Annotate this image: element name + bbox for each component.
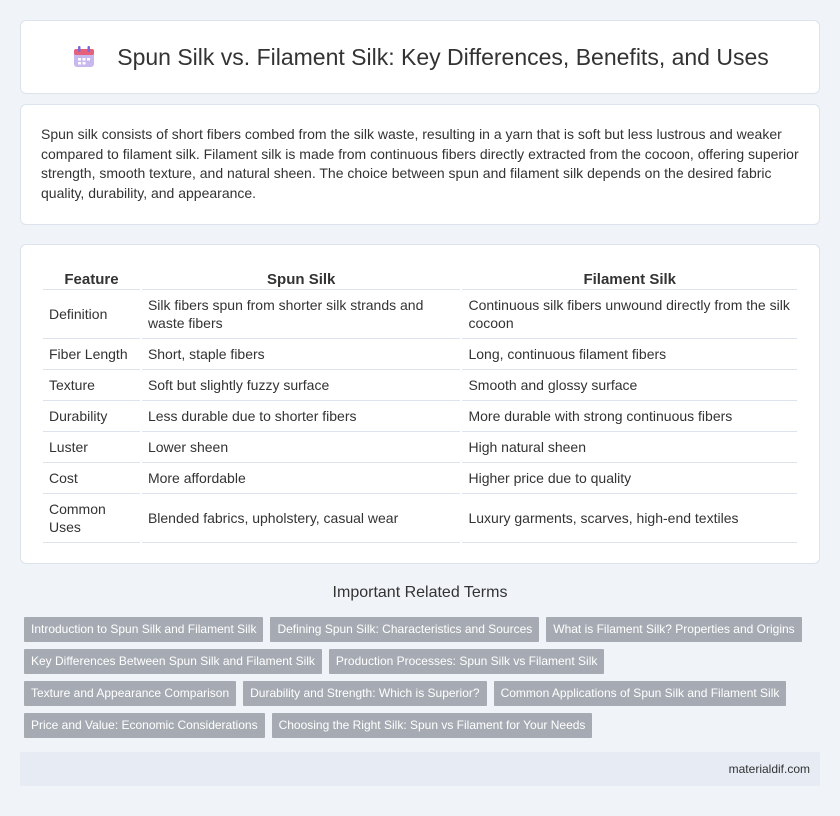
related-term-link[interactable]: Defining Spun Silk: Characteristics and Sources <box>270 617 539 642</box>
spun-cell: Blended fabrics, upholstery, casual wear <box>142 494 461 543</box>
filament-cell: Long, continuous filament fibers <box>462 339 797 370</box>
related-term-link[interactable]: Price and Value: Economic Considerations <box>24 713 265 738</box>
tag-row <box>24 681 820 706</box>
tag-row <box>24 713 820 738</box>
feature-cell: Durability <box>43 401 140 432</box>
related-term-link[interactable]: Introduction to Spun Silk and Filament Silk <box>24 617 263 642</box>
related-terms-list <box>24 617 820 745</box>
filament-cell: High natural sheen <box>462 432 797 463</box>
page-title: Spun Silk vs. Filament Silk: Key Differences, Benefits, and Uses <box>117 43 769 70</box>
calendar-icon <box>71 44 97 70</box>
related-term-link[interactable]: Durability and Strength: Which is Superior? <box>243 681 486 706</box>
table-row <box>43 463 797 494</box>
spun-cell: Short, staple fibers <box>142 339 461 370</box>
header-feature: Feature <box>43 264 140 290</box>
table-row <box>43 290 797 339</box>
spun-cell: Less durable due to shorter fibers <box>142 401 461 432</box>
intro-card <box>20 104 820 225</box>
feature-cell: Cost <box>43 463 140 494</box>
feature-cell: Definition <box>43 290 140 339</box>
spun-cell: Silk fibers spun from shorter silk strands and waste fibers <box>142 290 461 339</box>
header-spun-silk: Spun Silk <box>142 264 461 290</box>
table-row <box>43 339 797 370</box>
tag-row <box>24 649 820 674</box>
feature-cell: Fiber Length <box>43 339 140 370</box>
filament-cell: Higher price due to quality <box>462 463 797 494</box>
table-row <box>43 401 797 432</box>
filament-cell: Smooth and glossy surface <box>462 370 797 401</box>
filament-cell: Luxury garments, scarves, high-end textiles <box>462 494 797 543</box>
related-term-link[interactable]: Choosing the Right Silk: Spun vs Filament for Your Needs <box>272 713 593 738</box>
footer <box>20 752 820 786</box>
related-term-link[interactable]: Production Processes: Spun Silk vs Filament Silk <box>329 649 604 674</box>
header-filament-silk: Filament Silk <box>462 264 797 290</box>
comparison-card <box>20 244 820 564</box>
related-term-link[interactable]: Key Differences Between Spun Silk and Filament Silk <box>24 649 322 674</box>
footer-site-link[interactable]: materialdif.com <box>728 762 810 776</box>
table-header-row <box>43 264 797 290</box>
comparison-table <box>41 264 799 543</box>
spun-cell: More affordable <box>142 463 461 494</box>
related-term-link[interactable]: What is Filament Silk? Properties and Origins <box>546 617 801 642</box>
spun-cell: Lower sheen <box>142 432 461 463</box>
page-header <box>20 20 820 94</box>
intro-text: Spun silk consists of short fibers combed from the silk waste, resulting in a yarn that is soft but less lustrous and weaker compared to filament silk. Filament silk is made from continuous fibers directly extracted from the cocoon, offering superior strength, smooth texture, and natural sheen. The choice between spun and filament silk depends on the desired fabric quality, durability, and appearance. <box>41 126 799 201</box>
filament-cell: More durable with strong continuous fibers <box>462 401 797 432</box>
feature-cell: Luster <box>43 432 140 463</box>
filament-cell: Continuous silk fibers unwound directly from the silk cocoon <box>462 290 797 339</box>
feature-cell: Common Uses <box>43 494 140 543</box>
table-row <box>43 432 797 463</box>
feature-cell: Texture <box>43 370 140 401</box>
table-row <box>43 370 797 401</box>
table-row <box>43 494 797 543</box>
tag-row <box>24 617 820 642</box>
related-term-link[interactable]: Common Applications of Spun Silk and Filament Silk <box>494 681 787 706</box>
related-terms-title: Important Related Terms <box>332 584 508 601</box>
related-term-link[interactable]: Texture and Appearance Comparison <box>24 681 236 706</box>
spun-cell: Soft but slightly fuzzy surface <box>142 370 461 401</box>
